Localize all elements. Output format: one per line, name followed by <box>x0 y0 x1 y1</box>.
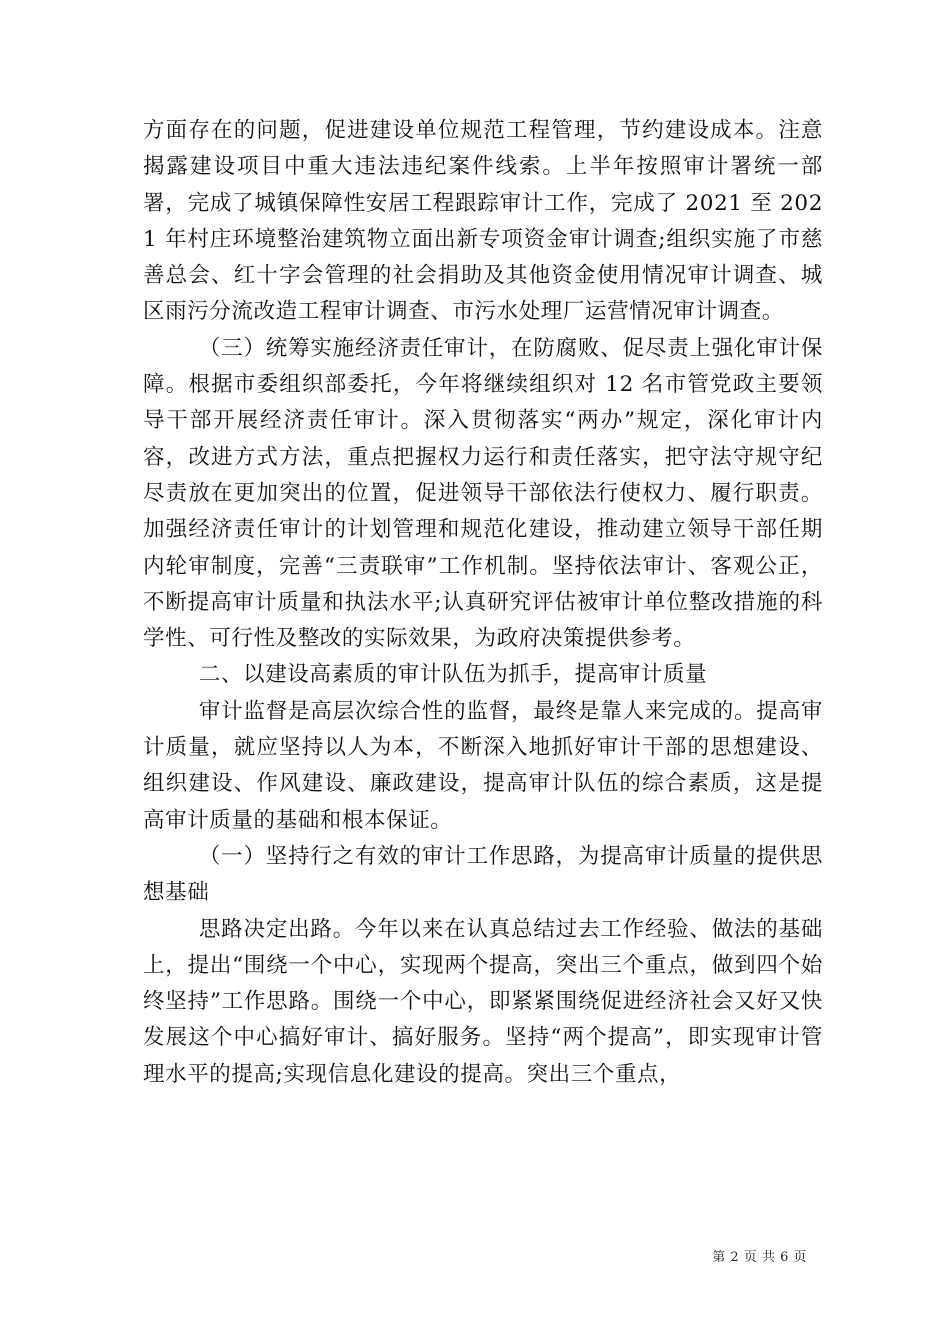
subsection-heading: （一）坚持行之有效的审计工作思路，为提高审计质量的提供思想基础 <box>143 843 823 906</box>
section-heading: 二、以建设高素质的审计队伍为抓手，提高审计质量 <box>198 662 708 688</box>
page-number-footer: 第 2 页 共 6 页 <box>712 1250 807 1265</box>
paragraph-1: 方面存在的问题，促进建设单位规范工程管理，节约建设成本。注意揭露建设项目中重大违法违纪案件线索。上半年按照审计署统一部署，完成了城镇保障性安居工程跟踪审计工作，完成了 2021 至 2021 年村庄环境整治建筑物立面出新专项资金审计调查;组织实施了市慈善总会、红十字会管理的社会捐助及其他资金使用情况审计调查、城区雨污分流改造工程审计调查、市污水处理厂运营情况审计调查。 <box>143 118 823 325</box>
paragraph-3: 审计监督是高层次综合性的监督，最终是靠人来完成的。提高审计质量，就应坚持以人为本，不断深入地抓好审计干部的思想建设、组织建设、作风建设、廉政建设，提高审计队伍的综合素质，这是提高审计质量的基础和根本保证。 <box>143 698 823 833</box>
paragraph-4: 思路决定出路。今年以来在认真总结过去工作经验、做法的基础上，提出“围绕一个中心，实现两个提高，突出三个重点，做到四个始终坚持”工作思路。围绕一个中心，即紧紧围绕促进经济社会又好又快发展这个中心搞好审计、搞好服务。坚持“两个提高”，即实现审计管理水平的提高;实现信息化建设的提高。突出三个重点， <box>143 916 823 1087</box>
paragraph-2: （三）统筹实施经济责任审计，在防腐败、促尽责上强化审计保障。根据市委组织部委托，今年将继续组织对 12 名市管党政主要领导干部开展经济责任审计。深入贯彻落实“两办”规定，深化审计内容，改进方式方法，重点把握权力运行和责任落实，把守法守规守纪尽责放在更加突出的位置，促进领导干部依法行使权力、履行职责。加强经济责任审计的计划管理和规范化建设，推动建立领导干部任期内轮审制度，完善“三责联审”工作机制。坚持依法审计、客观公正，不断提高审计质量和执法水平;认真研究评估被审计单位整改措施的科学性、可行性及整改的实际效果，为政府决策提供参考。 <box>143 335 823 652</box>
document-body <box>143 113 823 1093</box>
